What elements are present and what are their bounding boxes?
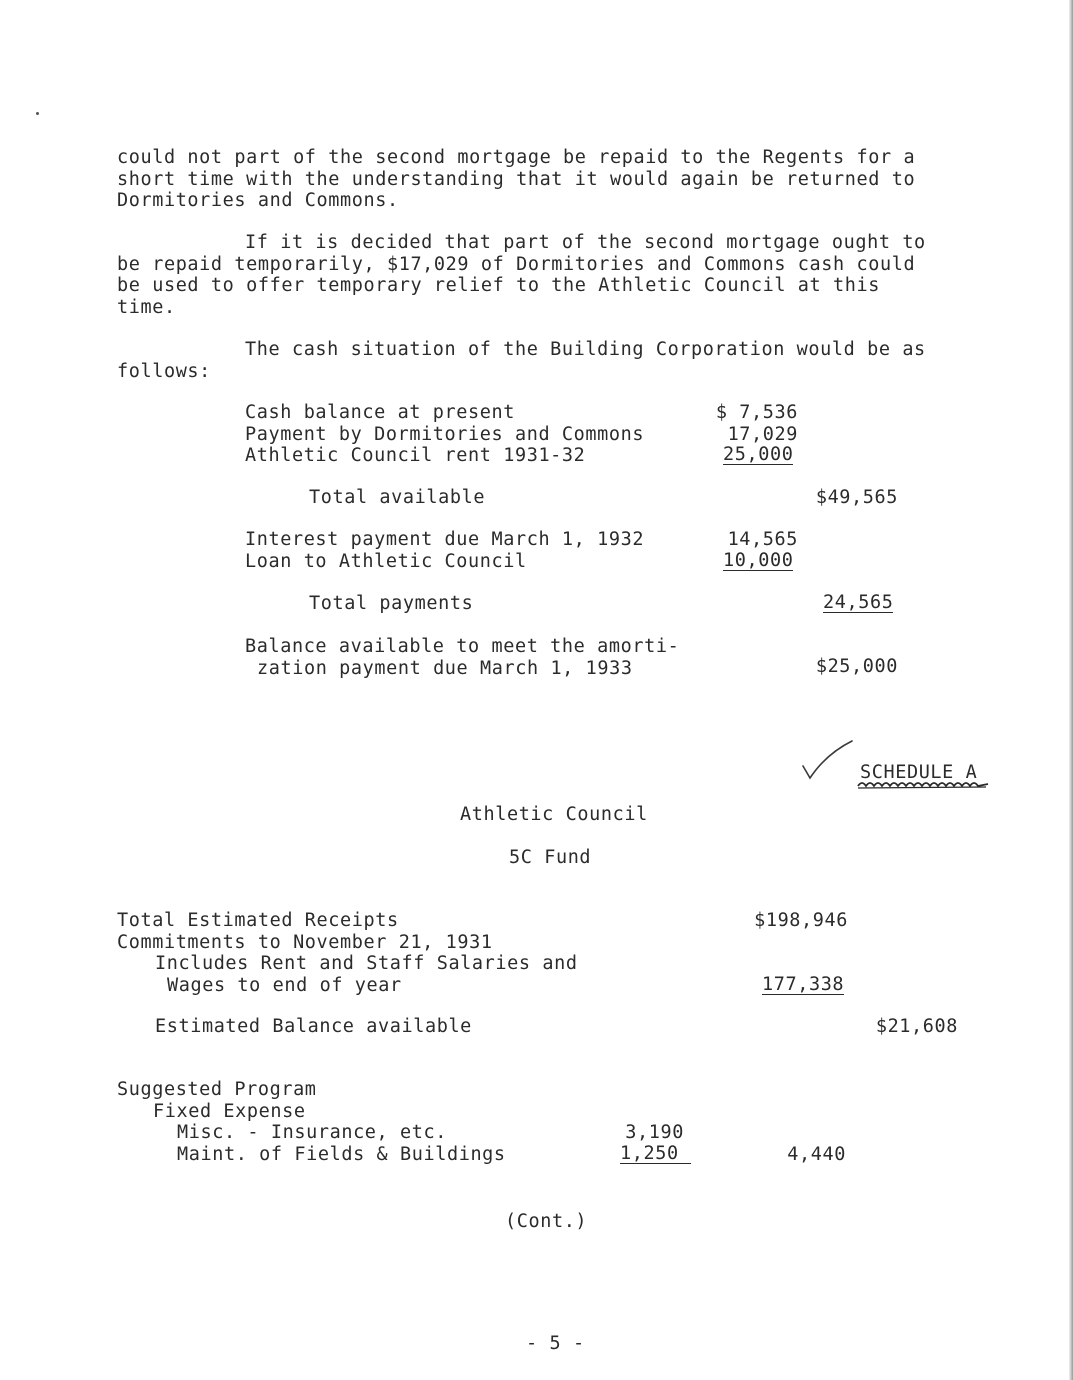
payment-row-amount: 14,565 <box>727 529 798 550</box>
schedule-label: SCHEDULE A <box>860 762 978 783</box>
commitments-sub: Wages to end of year <box>167 974 402 996</box>
balance-label-line: zation payment due March 1, 1933 <box>257 657 633 679</box>
paragraph-line: be repaid temporarily, $17,029 of Dormitories and Commons cash could <box>117 253 916 275</box>
paper-speck <box>36 112 39 115</box>
estimated-balance-label: Estimated Balance available <box>155 1016 472 1037</box>
cash-row-amount: $ 7,536 <box>715 402 798 423</box>
total-payments-label: Total payments <box>309 593 474 614</box>
total-available-amount: $49,565 <box>815 487 898 508</box>
cash-row-label: Cash balance at present <box>245 402 515 423</box>
paragraph-line: If it is decided that part of the second mortgage ought to <box>245 232 926 253</box>
intro-line: short time with the understanding that it would again be returned to <box>117 168 916 190</box>
cash-row-amount: 17,029 <box>727 423 798 445</box>
paragraph-line: be used to offer temporary relief to the Athletic Council at this <box>117 275 880 296</box>
payment-row-label: Interest payment due March 1, 1932 <box>245 529 645 550</box>
program-label: Suggested Program <box>117 1079 317 1100</box>
expense-item-amount: 3,190 <box>625 1122 684 1143</box>
commitments-sub: Includes Rent and Staff Salaries and <box>155 953 578 974</box>
checkmark-icon <box>800 738 856 784</box>
cash-row-label: Payment by Dormitories and Commons <box>245 423 645 445</box>
paragraph-line: The cash situation of the Building Corporation would be as <box>245 339 926 360</box>
intro-line: Dormitories and Commons. <box>117 190 399 211</box>
payment-row-label: Loan to Athletic Council <box>245 550 527 572</box>
balance-amount: $25,000 <box>815 656 898 677</box>
schedule-subtitle: 5C Fund <box>509 847 592 868</box>
continued-note: (Cont.) <box>505 1211 588 1232</box>
paragraph-line: follows: <box>117 360 211 382</box>
commitments-amount: 177,338 <box>762 973 845 995</box>
cash-row-amount: 25,000 <box>723 444 794 465</box>
estimated-balance-amount: $21,608 <box>875 1016 958 1037</box>
cash-row-label: Athletic Council rent 1931-32 <box>245 445 586 466</box>
expense-item-label: Maint. of Fields & Buildings <box>177 1143 506 1165</box>
fixed-expense-label: Fixed Expense <box>153 1100 306 1122</box>
payment-row-amount: 10,000 <box>723 549 794 571</box>
receipts-label: Total Estimated Receipts <box>117 910 399 931</box>
expense-item-label: Misc. - Insurance, etc. <box>177 1122 447 1143</box>
total-payments-amount: 24,565 <box>823 592 894 613</box>
schedule-title: Athletic Council <box>460 804 648 825</box>
expense-item-amount: 1,250 <box>620 1144 691 1164</box>
total-available-label: Total available <box>309 487 486 508</box>
fixed-expense-total: 4,440 <box>787 1143 846 1165</box>
underline-squiggle-icon <box>856 778 990 790</box>
commitments-label: Commitments to November 21, 1931 <box>117 931 493 953</box>
page-edge <box>1069 0 1073 1380</box>
receipts-amount: $198,946 <box>754 910 848 931</box>
paragraph-line: time. <box>117 296 176 318</box>
page-number: - 5 - <box>526 1333 585 1354</box>
balance-label-line: Balance available to meet the amorti- <box>245 636 680 657</box>
intro-line: could not part of the second mortgage be repaid to the Regents for a <box>117 147 916 168</box>
